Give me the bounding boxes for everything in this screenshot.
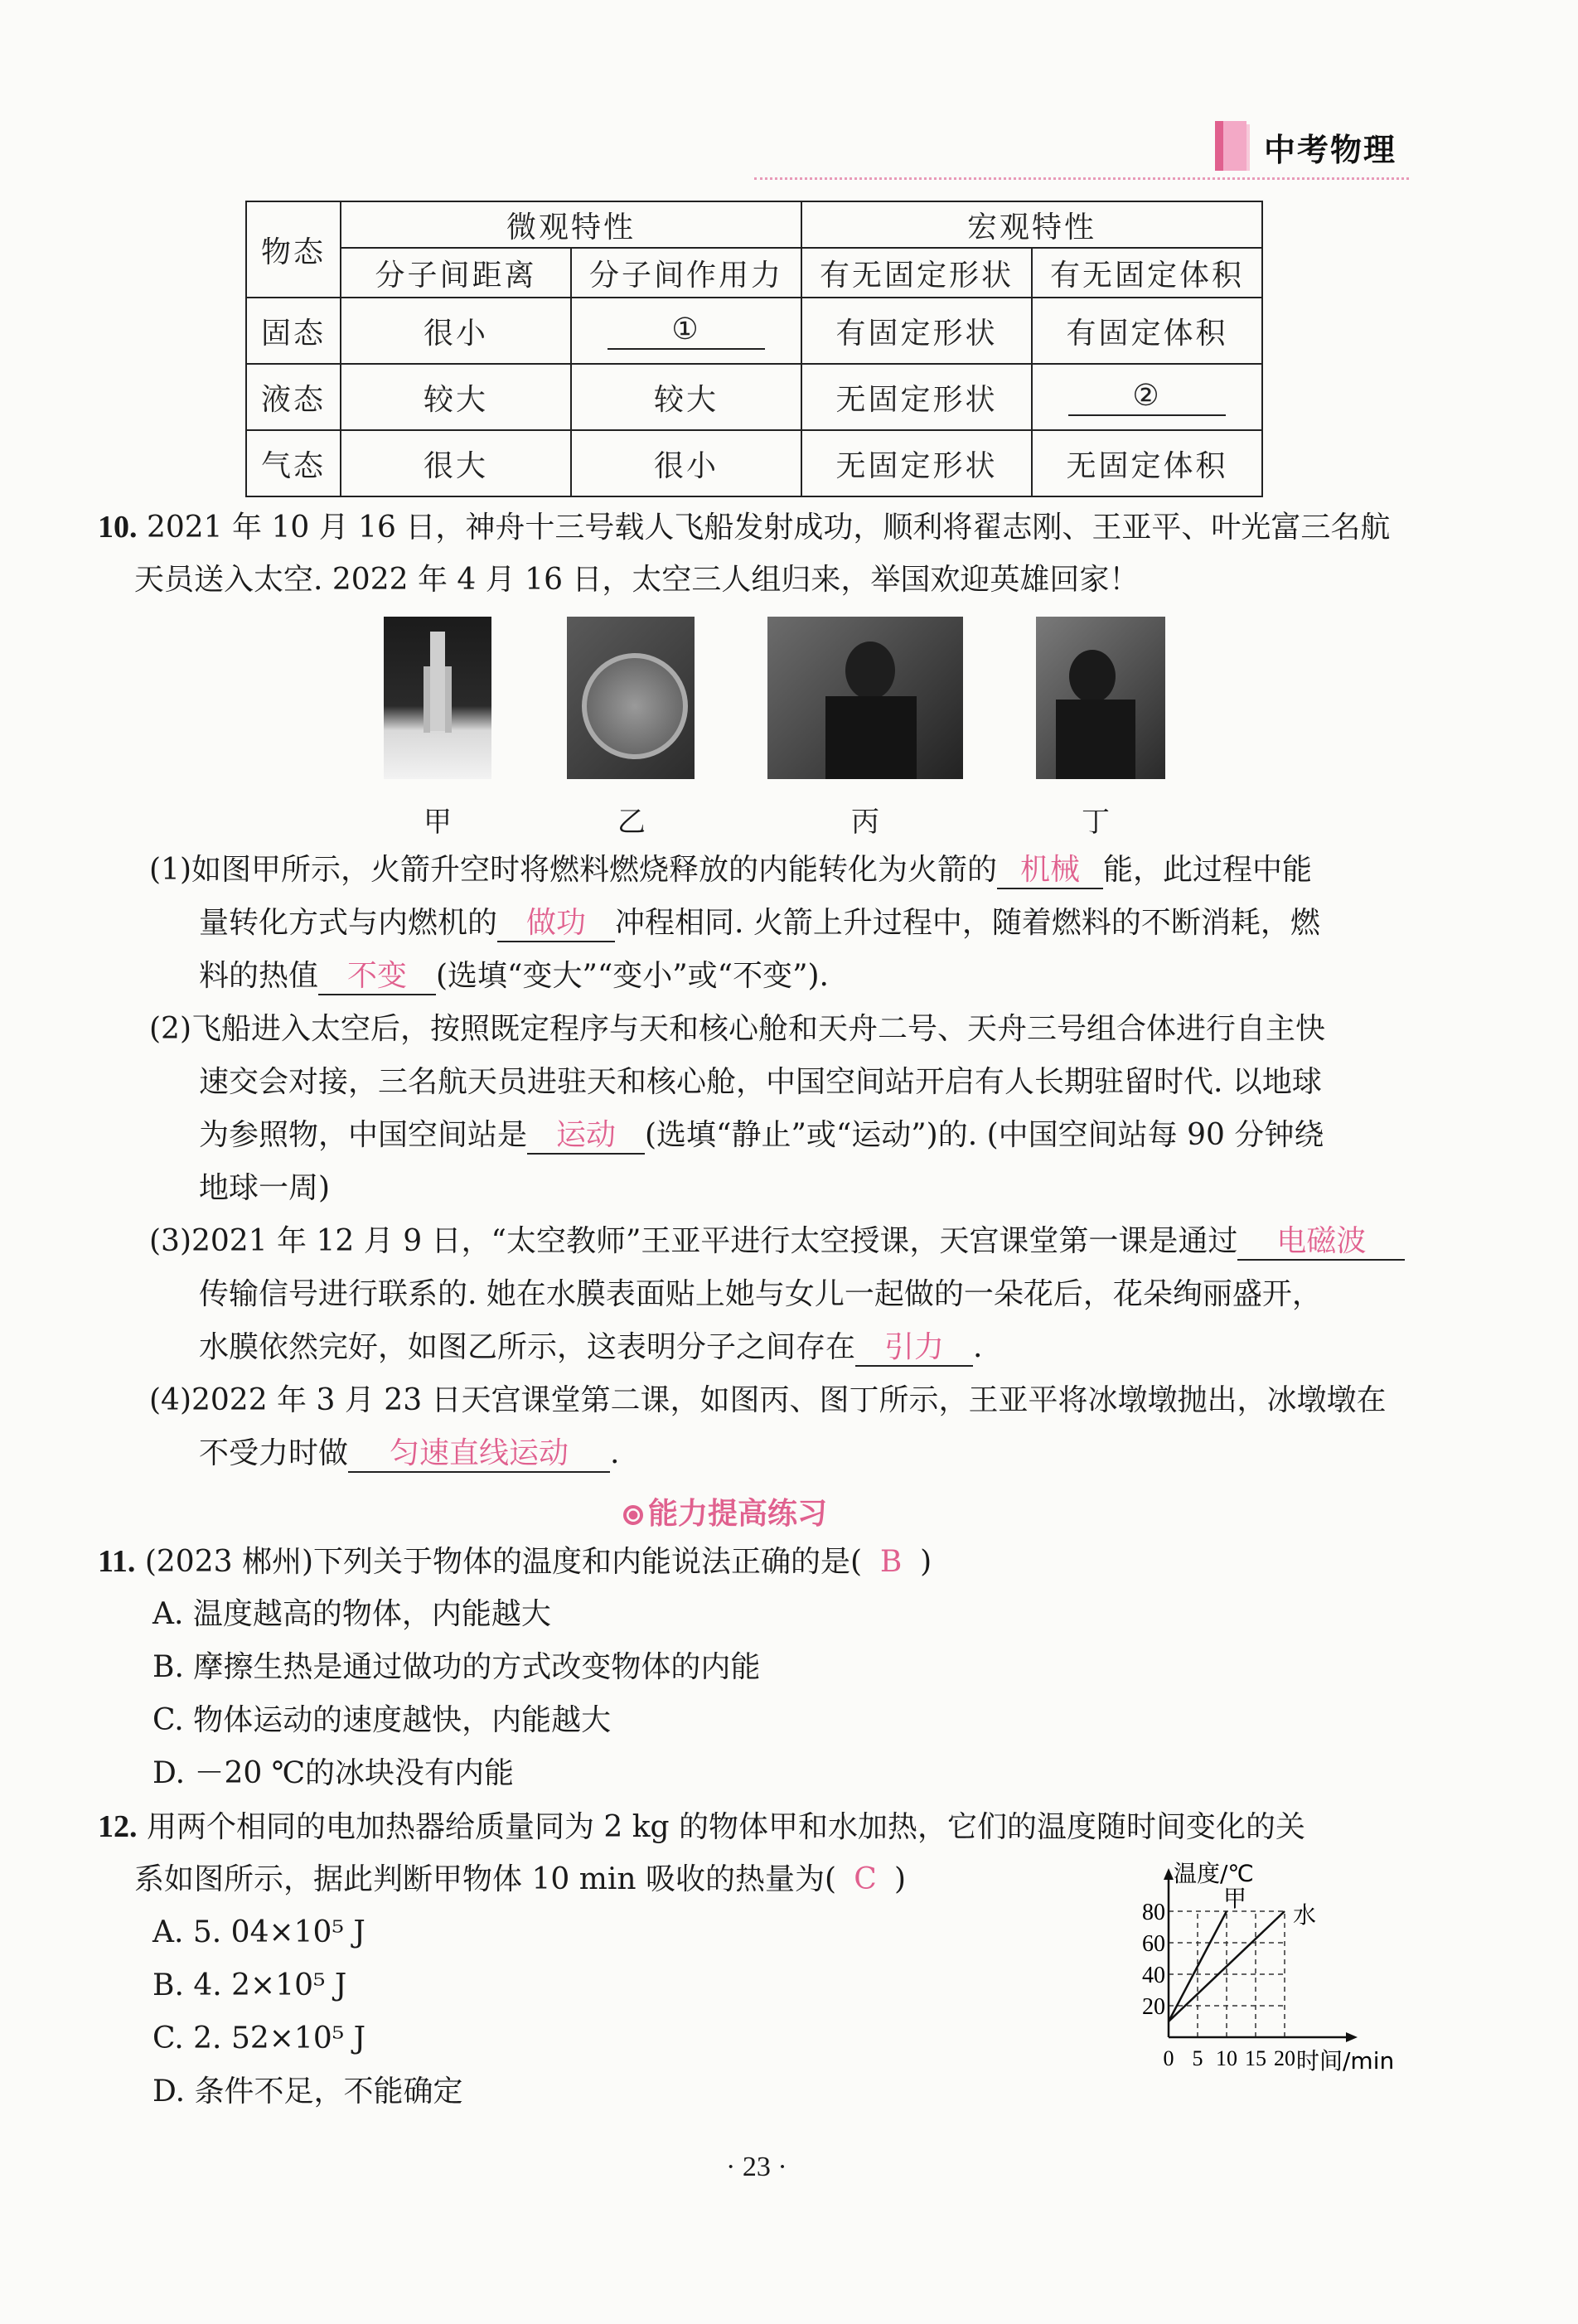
header-divider <box>754 177 1409 180</box>
x-tick-label: 20 <box>1274 2046 1295 2070</box>
table-row <box>246 364 1262 430</box>
table-cell-state: 固态 <box>246 298 341 364</box>
y-tick-label: 60 <box>1142 1931 1165 1957</box>
header-title: 中考物理 <box>1264 132 1397 168</box>
q10-p2-line1: (2)飞船进入太空后，按照既定程序与天和核心舱和天舟二号、天舟三号组合体进行自主快 <box>149 1012 1325 1046</box>
table-row <box>246 298 1262 364</box>
table-header-state: 物态 <box>246 201 341 298</box>
q12-number: 12. <box>98 1809 138 1844</box>
q12-stem-line2: 系如图所示，据此判断甲物体 10 min 吸收的热量为( C ) <box>134 1860 906 1900</box>
q10-p2-line2: 速交会对接，三名航天员进驻天和核心舱，中国空间站开启有人长期驻留时代. 以地球 <box>199 1065 1322 1099</box>
q12-option-c: C. 2. 52×10⁵ J <box>152 2021 366 2055</box>
table-cell: 较大 <box>571 364 801 430</box>
table-subheader: 有无固定体积 <box>1032 248 1262 298</box>
caption-yi: 乙 <box>617 806 646 839</box>
temperature-time-chart <box>1119 1857 1426 2080</box>
table-cell: 有固定形状 <box>801 298 1032 364</box>
q10-number: 10. <box>98 510 138 545</box>
x-tick-label: 10 <box>1216 2046 1237 2070</box>
answer-blank: 不变 <box>318 959 436 995</box>
q11-option-b: B. 摩擦生热是通过做功的方式改变物体的内能 <box>152 1650 761 1684</box>
q10-p1-line1: (1)如图甲所示，火箭升空时将燃料燃烧释放的内能转化为火箭的 机械 能，此过程中能 <box>149 850 1312 890</box>
book-icon <box>1212 116 1253 174</box>
answer-blank: 机械 <box>997 853 1103 889</box>
table-cell: 无固定形状 <box>801 430 1032 496</box>
photo-water-film-flower <box>567 617 695 779</box>
caption-ding: 丁 <box>1082 806 1110 839</box>
q10-p1-line2: 量转化方式与内燃机的 做功 冲程相同. 火箭上升过程中，随着燃料的不断消耗，燃 <box>199 903 1320 943</box>
table-cell: 有固定体积 <box>1032 298 1262 364</box>
table-cell: 无固定体积 <box>1032 430 1262 496</box>
y-tick-label: 20 <box>1142 1994 1165 2020</box>
q11-answer: B <box>879 1545 903 1579</box>
answer-blank: 电磁波 <box>1237 1224 1405 1261</box>
bullet-icon <box>623 1505 643 1525</box>
series-label: 甲 <box>1223 1885 1247 1912</box>
x-axis-label: 时间/min <box>1296 2047 1395 2075</box>
table-header-macro: 宏观特性 <box>801 201 1262 248</box>
q10-stem-line2: 天员送入太空. 2022 年 4 月 16 日，太空三人组归来，举国欢迎英雄回家！ <box>134 563 1140 597</box>
q11-stem: 11. (2023 郴州)下列关于物体的温度和内能说法正确的是( B ) <box>98 1542 932 1582</box>
x-axis-arrow <box>1346 2032 1358 2042</box>
table-cell: 很小 <box>571 430 801 496</box>
q10-p4-line2: 不受力时做 匀速直线运动 . <box>199 1434 619 1474</box>
photo-rocket-launch <box>384 617 491 779</box>
q10-p2-line3: 为参照物，中国空间站是 运动 (选填“静止”或“运动”)的. (中国空间站每 90 分钟绕 <box>199 1116 1324 1155</box>
section-title: 能力提高练习 <box>623 1490 827 1532</box>
table-subheader: 有无固定形状 <box>801 248 1032 298</box>
table-cell-state: 气态 <box>246 430 341 496</box>
q11-option-a: A. 温度越高的物体，内能越大 <box>152 1597 551 1631</box>
table-cell: 很小 <box>341 298 571 364</box>
table-cell: 无固定形状 <box>801 364 1032 430</box>
q10-text-1: 2021 年 10 月 16 日，神舟十三号载人飞船发射成功，顺利将翟志刚、王亚平、叶光富三名航 <box>146 511 1391 545</box>
table-subheader: 分子间距离 <box>341 248 571 298</box>
y-tick-label: 80 <box>1142 1900 1165 1925</box>
q12-stem-line1: 12. 用两个相同的电加热器给质量同为 2 kg 的物体甲和水加热，它们的温度随时间变化的关 <box>98 1809 1306 1844</box>
q10-p1-line3: 料的热值 不变 (选填“变大”“变小”或“不变”). <box>199 956 829 996</box>
table-row <box>246 430 1262 496</box>
y-axis-label: 温度/℃ <box>1174 1860 1254 1887</box>
table-cell <box>571 298 801 364</box>
photo-astronaut-throw-2 <box>1036 617 1165 779</box>
caption-jia: 甲 <box>424 806 452 839</box>
answer-blank: 匀速直线运动 <box>348 1436 610 1473</box>
answer-blank: 运动 <box>527 1118 645 1155</box>
q12-answer: C <box>854 1862 877 1896</box>
blank-1: ① <box>607 312 765 350</box>
page-number: · 23 · <box>726 2152 787 2182</box>
blank-2: ② <box>1068 378 1226 416</box>
q10-stem-line1 <box>98 507 1390 548</box>
q10-p3-line3: 水膜依然完好，如图乙所示，这表明分子之间存在 引力 . <box>199 1328 982 1368</box>
table-header-micro: 微观特性 <box>341 201 801 248</box>
q10-p4-line1: (4)2022 年 3 月 23 日天宫课堂第二课，如图丙、图丁所示，王亚平将冰墩墩抛出，冰墩墩在 <box>149 1383 1387 1417</box>
series-label: 水 <box>1293 1901 1317 1929</box>
y-axis-arrow <box>1164 1868 1174 1880</box>
q12-option-d: D. 条件不足，不能确定 <box>152 2075 463 2109</box>
q11-number: 11. <box>98 1544 136 1579</box>
x-tick-label: 15 <box>1245 2046 1266 2070</box>
photo-astronaut-throw-1 <box>767 617 963 779</box>
table-cell: 较大 <box>341 364 571 430</box>
y-tick-label: 40 <box>1142 1963 1165 1988</box>
q11-option-d: D. －20 ℃的冰块没有内能 <box>152 1756 514 1790</box>
caption-bing: 丙 <box>851 806 879 839</box>
q12-option-a: A. 5. 04×10⁵ J <box>152 1915 365 1949</box>
x-tick-label: 5 <box>1192 2046 1203 2070</box>
table-subheader: 分子间作用力 <box>571 248 801 298</box>
q10-p2-line4: 地球一周) <box>199 1171 331 1205</box>
q12-option-b: B. 4. 2×10⁵ J <box>152 1968 347 2002</box>
table-cell <box>1032 364 1262 430</box>
table-cell: 很大 <box>341 430 571 496</box>
answer-blank: 引力 <box>855 1330 973 1367</box>
table-cell-state: 液态 <box>246 364 341 430</box>
q11-option-c: C. 物体运动的速度越快，内能越大 <box>152 1703 612 1737</box>
x-tick-label: 0 <box>1163 2046 1174 2070</box>
q10-p3-line2: 传输信号进行联系的. 她在水膜表面贴上她与女儿一起做的一朵花后，花朵绚丽盛开， <box>199 1277 1322 1311</box>
q10-p3-line1: (3)2021 年 12 月 9 日，“太空教师”王亚平进行太空授课，天宫课堂第一课是通过 电磁波 <box>149 1222 1405 1261</box>
answer-blank: 做功 <box>497 906 615 942</box>
matter-properties-table <box>245 201 1263 497</box>
